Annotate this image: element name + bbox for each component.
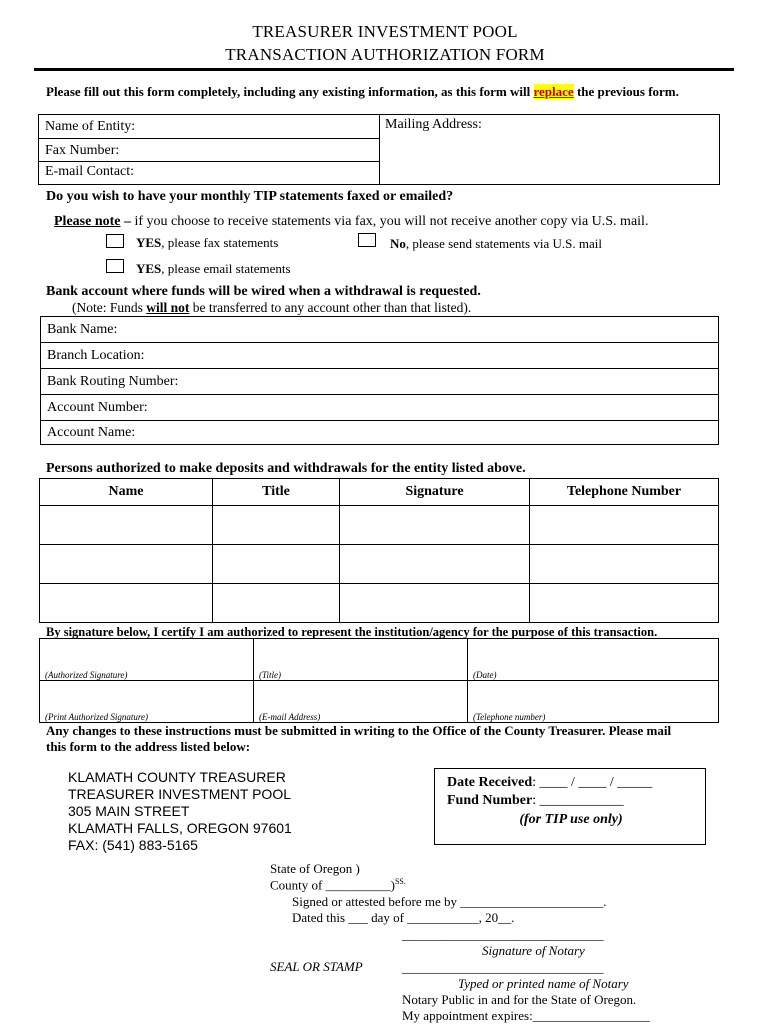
telephone-cell[interactable] bbox=[530, 545, 719, 584]
statements-note: Please note – if you choose to receive statements via fax, you will not receive another copy via U.S. mail. bbox=[54, 214, 649, 229]
fax-yes-label: YES, please fax statements bbox=[136, 235, 279, 250]
table-header-row bbox=[40, 479, 719, 506]
changes-line1: Any changes to these instructions must be submitted in writing to the Office of the County Treasurer. Please mail bbox=[46, 723, 672, 738]
col-telephone: Telephone Number bbox=[530, 479, 719, 506]
tip-use-box bbox=[434, 768, 706, 845]
notary-state: State of Oregon ) bbox=[270, 861, 360, 876]
treasurer-address: KLAMATH COUNTY TREASURER TREASURER INVESTMENT POOL 305 MAIN STREET KLAMATH FALLS, OREGON 97601 FAX: (541) 883-5165 bbox=[68, 769, 292, 853]
seal-or-stamp: SEAL OR STAMP bbox=[270, 959, 363, 974]
title-cell[interactable] bbox=[213, 584, 340, 623]
entity-box bbox=[38, 114, 720, 185]
entity-name-field[interactable]: Name of Entity: bbox=[39, 115, 379, 139]
col-name: Name bbox=[40, 479, 213, 506]
notary-county[interactable]: County of __________)$^{SS.}$ bbox=[270, 877, 406, 893]
form-title-line1: TREASURER INVESTMENT POOL bbox=[252, 22, 518, 41]
signature-cell[interactable] bbox=[340, 545, 530, 584]
col-signature: Signature bbox=[340, 479, 530, 506]
email-contact-field[interactable]: E-mail Contact: bbox=[45, 164, 135, 179]
notary-signature-label: Signature of Notary bbox=[482, 943, 585, 958]
entity-divider bbox=[379, 115, 380, 184]
fax-yes-checkbox[interactable] bbox=[106, 234, 124, 248]
notary-name-line[interactable]: _______________________________ bbox=[402, 960, 604, 975]
telephone-number-cell[interactable]: (Telephone number) bbox=[468, 681, 719, 723]
account-name-field[interactable]: Account Name: bbox=[47, 425, 136, 440]
intro-text: Please fill out this form completely, including any existing information, as this form will replace the previous form. bbox=[46, 84, 679, 99]
authorized-signature-cell[interactable]: (Authorized Signature) bbox=[40, 639, 254, 681]
email-yes-checkbox[interactable] bbox=[106, 259, 124, 273]
signature-cell[interactable] bbox=[340, 584, 530, 623]
branch-location-field[interactable]: Branch Location: bbox=[41, 343, 718, 369]
notary-public: Notary Public in and for the State of Oregon. bbox=[402, 992, 637, 1007]
sig-row-2 bbox=[40, 681, 719, 723]
table-row bbox=[40, 545, 719, 584]
notary-dated[interactable]: Dated this ___ day of ___________, 20__. bbox=[292, 910, 515, 925]
col-title: Title bbox=[213, 479, 340, 506]
changes-line2: this form to the address listed below: bbox=[46, 739, 251, 754]
account-number-field[interactable]: Account Number: bbox=[41, 395, 718, 421]
name-cell[interactable] bbox=[40, 545, 213, 584]
sig-row-1 bbox=[40, 639, 719, 681]
certify-heading: By signature below, I certify I am authorized to represent the institution/agency for the purpose of this transaction. bbox=[46, 625, 658, 639]
notary-name-label: Typed or printed name of Notary bbox=[458, 976, 629, 991]
name-cell[interactable] bbox=[40, 506, 213, 545]
title-cell[interactable]: (Title) bbox=[254, 639, 468, 681]
notary-expires[interactable]: My appointment expires:__________________ bbox=[402, 1008, 650, 1023]
signature-cell[interactable] bbox=[340, 506, 530, 545]
bank-box bbox=[40, 316, 719, 445]
statements-question: Do you wish to have your monthly TIP statements faxed or emailed? bbox=[46, 189, 454, 204]
fax-number-field[interactable]: Fax Number: bbox=[39, 139, 379, 162]
name-cell[interactable] bbox=[40, 584, 213, 623]
email-yes-label: YES, please email statements bbox=[136, 261, 291, 276]
mail-no-checkbox[interactable] bbox=[358, 233, 376, 247]
print-signature-cell[interactable]: (Print Authorized Signature) bbox=[40, 681, 254, 723]
persons-heading: Persons authorized to make deposits and withdrawals for the entity listed above. bbox=[46, 461, 526, 476]
title-rule bbox=[34, 68, 734, 71]
notary-signed[interactable]: Signed or attested before me by ______________________. bbox=[292, 894, 607, 909]
table-row bbox=[40, 506, 719, 545]
notary-signature-line[interactable]: _______________________________ bbox=[402, 927, 604, 942]
table-row bbox=[40, 584, 719, 623]
telephone-cell[interactable] bbox=[530, 506, 719, 545]
date-received[interactable]: Date Received: ____ / ____ / _____ bbox=[447, 775, 653, 790]
routing-number-field[interactable]: Bank Routing Number: bbox=[41, 369, 718, 395]
bank-note: (Note: Funds will not be transferred to any account other than that listed). bbox=[72, 300, 472, 315]
mailing-address-field[interactable]: Mailing Address: bbox=[385, 117, 482, 132]
fund-number[interactable]: Fund Number: ____________ bbox=[447, 793, 624, 808]
telephone-cell[interactable] bbox=[530, 584, 719, 623]
authorized-persons-table bbox=[39, 478, 719, 623]
email-address-cell[interactable]: (E-mail Address) bbox=[254, 681, 468, 723]
title-cell[interactable] bbox=[213, 545, 340, 584]
form-title-line2: TRANSACTION AUTHORIZATION FORM bbox=[225, 45, 545, 64]
date-cell[interactable]: (Date) bbox=[468, 639, 719, 681]
bank-heading: Bank account where funds will be wired when a withdrawal is requested. bbox=[46, 284, 481, 299]
bank-name-field[interactable]: Bank Name: bbox=[41, 317, 718, 343]
title-cell[interactable] bbox=[213, 506, 340, 545]
replace-highlight: replace bbox=[533, 84, 574, 99]
certification-table bbox=[39, 638, 719, 723]
tip-use-only: (for TIP use only) bbox=[519, 812, 623, 827]
mail-no-label: No, please send statements via U.S. mail bbox=[390, 236, 602, 251]
